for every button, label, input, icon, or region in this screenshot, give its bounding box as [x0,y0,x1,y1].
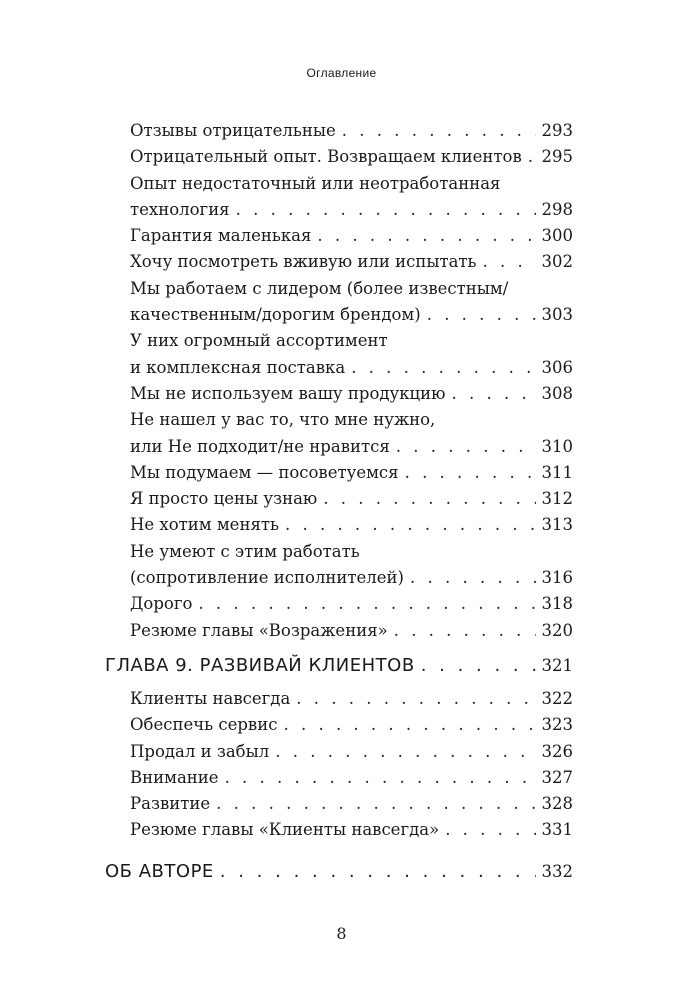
toc-page-number: 323 [541,715,573,735]
toc-entry-line [130,591,573,617]
toc-entry-line [130,739,573,765]
toc-entry-title: Обеспечь сервис [130,715,278,735]
toc-entry-title: ГЛАВА 9. РАЗВИВАЙ КЛИЕНТОВ [105,654,415,676]
toc-entry-line [130,302,573,328]
dot-leader [351,355,535,381]
toc-entry[interactable] [0,591,683,617]
toc-entry-title: или Не подходит/не нравится [130,436,390,456]
dot-leader [394,618,536,644]
toc-entry-title: Я просто цены узнаю [130,489,318,509]
toc-entry-title: Отрицательный опыт. Возвращаем клиентов [130,147,522,167]
dot-leader [323,486,535,512]
toc-entry-title: Клиенты навсегда [130,688,291,708]
toc-page-number: 293 [541,121,573,140]
toc-entry-line [130,355,573,381]
toc-entry-title: Не хотим менять [130,515,279,535]
dot-leader [317,223,535,249]
toc-entry-title: Резюме главы «Клиенты навсегда» [130,820,440,840]
toc-entry-line [130,381,573,407]
toc-chapter-entry[interactable] [0,652,683,680]
toc-entry-title: и комплексная поставка [130,357,346,377]
toc-entry-line [130,434,573,460]
toc-entry[interactable] [0,407,683,460]
toc-entry-title: (сопротивление исполнителей) [130,568,404,588]
toc-entry-title: Гарантия маленькая [130,226,312,246]
toc-entry[interactable] [0,276,683,329]
toc-entry-line [130,565,573,591]
toc-page-number: 302 [541,252,573,272]
toc-entry-line [130,791,573,817]
toc-page-number: 321 [541,655,573,675]
dot-leader [528,144,536,170]
toc-entry-title: Не умеют с этим работать [130,541,360,561]
toc-entry-line [130,539,573,565]
toc-entry-title: ОБ АВТОРЕ [105,860,214,882]
toc-entry[interactable] [0,328,683,381]
toc-entry-title: Развитие [130,794,211,814]
toc-entry-line [130,686,573,712]
toc-page-number: 313 [541,515,573,535]
toc-page-number: 312 [541,489,573,509]
toc-entry-title: Дорого [130,594,193,614]
toc-page-number: 332 [541,861,573,881]
toc-page-number: 308 [541,383,573,403]
dot-leader [216,791,535,817]
dot-leader [283,712,535,738]
toc-page-number: 326 [541,741,573,761]
toc-entry-line [130,618,573,644]
toc-entry-line [130,486,573,512]
dot-leader [405,460,536,486]
toc-entry-title: Внимание [130,767,219,787]
toc-entry[interactable] [0,512,683,538]
dot-leader [445,817,535,843]
toc-entry-title: технология [130,199,230,219]
toc-entry[interactable] [0,118,683,144]
toc-entry-line [130,765,573,791]
toc-entry-line [130,197,573,223]
toc-page-number: 318 [541,594,573,614]
toc-entry[interactable] [0,144,683,170]
toc-page-number: 331 [541,820,573,840]
toc-entry-title: Мы не используем вашу продукцию [130,383,446,403]
toc-page-number: 320 [541,620,573,640]
toc-entry-title: Мы работаем с лидером (более известным/ [130,278,509,298]
toc-entry-title: Опыт недостаточный или неотработанная [130,173,501,193]
toc-page-number: 311 [541,462,573,482]
toc-page-number: 300 [541,226,573,246]
toc-page-number: 328 [541,794,573,814]
toc-entry[interactable] [0,486,683,512]
toc-entry-line [130,144,573,170]
toc-page-number: 295 [541,147,573,167]
toc-entry[interactable] [0,460,683,486]
toc-entry-line [130,512,573,538]
toc-entry-title: Продал и забыл [130,741,270,761]
toc-entry[interactable] [0,539,683,592]
dot-leader [296,686,535,712]
toc-page-number: 298 [541,199,573,219]
dot-leader [236,197,536,223]
toc-entry-title: Мы подумаем — посоветуемся [130,462,399,482]
toc-entry-title: Резюме главы «Возражения» [130,620,388,640]
dot-leader [342,118,536,144]
dot-leader [452,381,536,407]
toc-entry[interactable] [0,171,683,224]
toc-page-number: 306 [541,357,573,377]
dot-leader [410,565,536,591]
toc-entry-line [130,460,573,486]
toc-chapter-entry[interactable] [0,858,683,886]
page-number: 8 [336,924,347,943]
toc-entry[interactable] [0,712,683,738]
toc-entry-line [105,652,573,680]
toc-page-number: 316 [541,568,573,588]
dot-leader [421,652,536,680]
dot-leader [483,249,536,275]
toc-entry[interactable] [0,765,683,791]
toc-entry-title: качественным/дорогим брендом) [130,305,421,325]
toc-entry-line [130,171,573,197]
toc-entry[interactable] [0,249,683,275]
toc-page-number: 303 [541,305,573,325]
dot-leader [427,302,536,328]
toc-entry[interactable] [0,739,683,765]
toc-entry-line [130,712,573,738]
toc-entry-line [130,249,573,275]
toc-entry[interactable] [0,686,683,712]
toc-entry-line [130,276,573,302]
toc-entry-title: Хочу посмотреть вживую или испытать [130,252,477,272]
dot-leader [285,512,536,538]
toc-entry-line [130,407,573,433]
toc-entry-line [130,328,573,354]
toc-page-number: 322 [541,688,573,708]
table-of-contents [0,118,683,892]
toc-page-number: 310 [541,436,573,456]
toc-entry[interactable] [0,618,683,644]
dot-leader [396,434,536,460]
toc-entry-line [130,118,573,144]
dot-leader [225,765,536,791]
toc-entry-line [130,817,573,843]
toc-entry-title: Отзывы отрицательные [130,121,336,140]
toc-entry[interactable] [0,381,683,407]
dot-leader [275,739,535,765]
toc-entry[interactable] [0,791,683,817]
toc-page-number: 327 [541,767,573,787]
dot-leader [220,858,536,886]
toc-entry-title: Не нашел у вас то, что мне нужно, [130,410,436,430]
toc-entry-title: У них огромный ассортимент [130,331,388,351]
toc-entry-line [130,223,573,249]
dot-leader [198,591,535,617]
running-head: Оглавление [306,66,377,80]
toc-entry[interactable] [0,817,683,843]
toc-entry-line [105,858,573,886]
toc-entry[interactable] [0,223,683,249]
